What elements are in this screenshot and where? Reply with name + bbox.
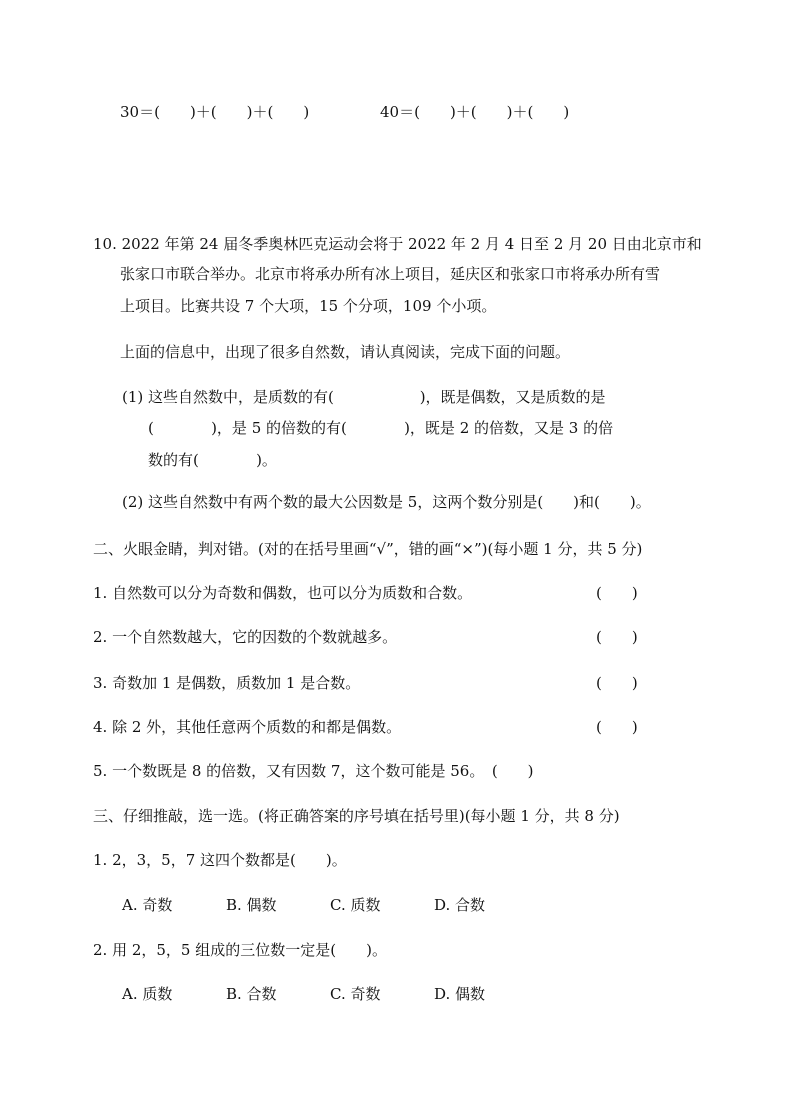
q10-line-2: 张家口市联合举办。北京市将承办所有冰上项目，延庆区和张家口市将承办所有雪 [120,265,661,283]
tf-item-1-text: 1. 自然数可以分为奇数和偶数，也可以分为质数和合数。 [93,584,473,602]
mc-q1-option-d[interactable]: D. 合数 [434,896,486,914]
tf-item-3-answer-parens[interactable]: ( ) [596,674,638,692]
q9-left-equation: 30＝( )＋( )＋( ) [120,103,310,121]
q9-right-equation: 40＝( )＋( )＋( ) [380,103,570,121]
mc-q2-option-c[interactable]: C. 奇数 [330,985,381,1003]
q10-sub1-line-2: ( )，是 5 的倍数的有( )，既是 2 的倍数，又是 3 的倍 [148,419,614,437]
tf-item-3-text: 3. 奇数加 1 是偶数，质数加 1 是合数。 [93,674,361,692]
section3-heading: 三、仔细推敲，选一选。(将正确答案的序号填在括号里)(每小题 1 分，共 8 分) [93,807,620,825]
mc-q2-option-a[interactable]: A. 质数 [122,985,173,1003]
mc-q1-stem: 1. 2，3，5，7 这四个数都是( )。 [93,851,347,869]
mc-q1-option-c[interactable]: C. 质数 [330,896,381,914]
tf-item-4-answer-parens[interactable]: ( ) [596,718,638,736]
q10-sub1-line-1: (1) 这些自然数中，是质数的有( )，既是偶数，又是质数的是 [122,388,606,406]
mc-q1-option-b[interactable]: B. 偶数 [226,896,277,914]
q10-line-3: 上项目。比赛共设 7 个大项，15 个分项，109 个小项。 [120,297,497,315]
q10-intro: 上面的信息中，出现了很多自然数，请认真阅读，完成下面的问题。 [120,343,571,361]
mc-q2-option-d[interactable]: D. 偶数 [434,985,486,1003]
tf-item-2-answer-parens[interactable]: ( ) [596,628,638,646]
q10-sub2: (2) 这些自然数中有两个数的最大公因数是 5，这两个数分别是( )和( )。 [122,493,651,511]
q10-line-1: 10. 2022 年第 24 届冬季奥林匹克运动会将于 2022 年 2 月 4 日至 2 月 20 日由北京市和 [93,235,702,253]
q10-sub1-line-3: 数的有( )。 [148,451,277,469]
tf-item-1-answer-parens[interactable]: ( ) [596,584,638,602]
tf-item-5-text: 5. 一个数既是 8 的倍数，又有因数 7，这个数可能是 56。 ( ) [93,762,534,780]
mc-q2-stem: 2. 用 2，5，5 组成的三位数一定是( )。 [93,941,387,959]
section2-heading: 二、火眼金睛，判对错。(对的在括号里画“√”，错的画“×”)(每小题 1 分，共 5 分) [93,540,643,558]
tf-item-4-text: 4. 除 2 外，其他任意两个质数的和都是偶数。 [93,718,402,736]
tf-item-2-text: 2. 一个自然数越大，它的因数的个数就越多。 [93,628,398,646]
mc-q1-option-a[interactable]: A. 奇数 [122,896,173,914]
mc-q2-option-b[interactable]: B. 合数 [226,985,277,1003]
